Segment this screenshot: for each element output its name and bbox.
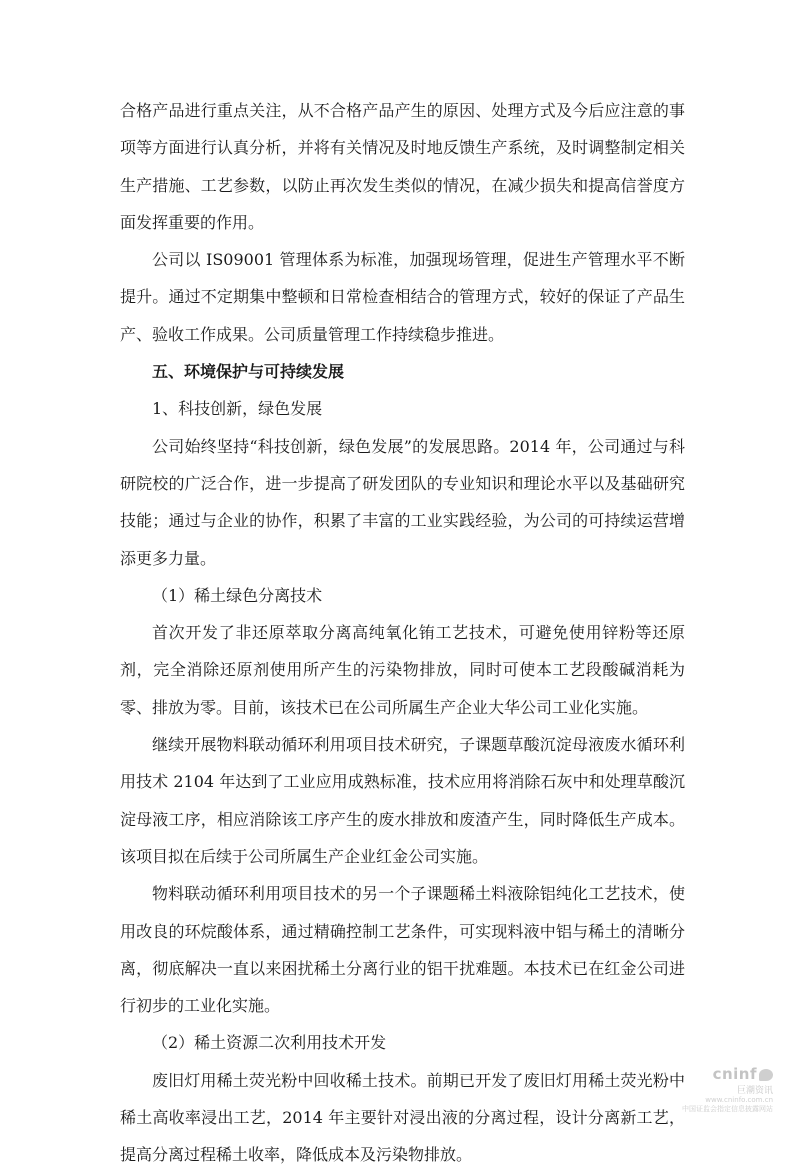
paragraph-oxalic-recycling: 继续开展物料联动循环利用项目技术研究，子课题草酸沉淀母液废水循环利用技术 2104 年达到了工业应用成熟标准，技术应用将消除石灰中和处理草酸沉淀母液工序，相应消除该工序产生的废水排放和废渣产生，同时降低生产成本。该项目拟在后续于公司所属生产企业红金公司实施。	[120, 735, 685, 866]
cninfo-brand: cninf	[712, 1065, 757, 1083]
section-heading-environment: 五、环境保护与可持续发展	[152, 362, 345, 382]
cninfo-logo-icon	[759, 1069, 773, 1081]
cninfo-url: www.cninfo.com.cn	[705, 1096, 773, 1104]
subheading-green-separation: （1）稀土绿色分离技术	[152, 585, 323, 605]
cninfo-name: 巨潮资讯	[736, 1086, 773, 1096]
document-body	[120, 92, 685, 1174]
cninfo-watermark	[663, 1064, 773, 1114]
paragraph-iso9001: 公司以 IS09001 管理体系为标准，加强现场管理，促进生产管理水平不断提升。通过不定期集中整顿和日常检查相结合的管理方式，较好的保证了产品生产、验收工作成果。公司质量管理工作持续稳步推进。	[120, 250, 685, 344]
subheading-secondary-utilization: （2）稀土资源二次利用技术开发	[152, 1033, 387, 1053]
paragraph-aluminum-removal: 物料联动循环利用项目技术的另一个子课题稀土料液除铝纯化工艺技术，使用改良的环烷酸体系，通过精确控制工艺条件，可实现料液中铝与稀土的清晰分离，彻底解决一直以来困扰稀土分离行业的铝干扰难题。本技术已在红金公司进行初步的工业化实施。	[120, 884, 685, 1016]
subheading-tech-innovation: 1、科技创新，绿色发展	[152, 399, 323, 419]
paragraph-development-strategy: 公司始终坚持“科技创新，绿色发展”的发展思路。2014 年，公司通过与科研院校的广泛合作，进一步提高了研发团队的专业知识和理论水平以及基础研究技能；通过与企业的协作，积累了丰富的工业实践经验，为公司的可持续运营增添更多力量。	[120, 436, 685, 568]
paragraph-europium-extraction: 首次开发了非还原萃取分离高纯氧化铕工艺技术，可避免使用锌粉等还原剂，完全消除还原剂使用所产生的污染物排放，同时可使本工艺段酸碱消耗为零、排放为零。目前，该技术已在公司所属生产企业大华公司工业化实施。	[120, 623, 685, 717]
paragraph-quality-feedback: 合格产品进行重点关注，从不合格产品产生的原因、处理方式及今后应注意的事项等方面进行认真分析，并将有关情况及时地反馈生产系统，及时调整制定相关生产措施、工艺参数，以防止再次发生类似的情况，在减少损失和提高信誉度方面发挥重要的作用。	[120, 101, 685, 232]
cninfo-caption: 中国证监会指定信息披露网站	[682, 1105, 773, 1113]
paragraph-phosphor-recovery: 废旧灯用稀土荧光粉中回收稀土技术。前期已开发了废旧灯用稀土荧光粉中稀土高收率浸出工艺，2014 年主要针对浸出液的分离过程，设计分离新工艺，提高分离过程稀土收率，降低成本及污染物排放。	[120, 1070, 685, 1165]
